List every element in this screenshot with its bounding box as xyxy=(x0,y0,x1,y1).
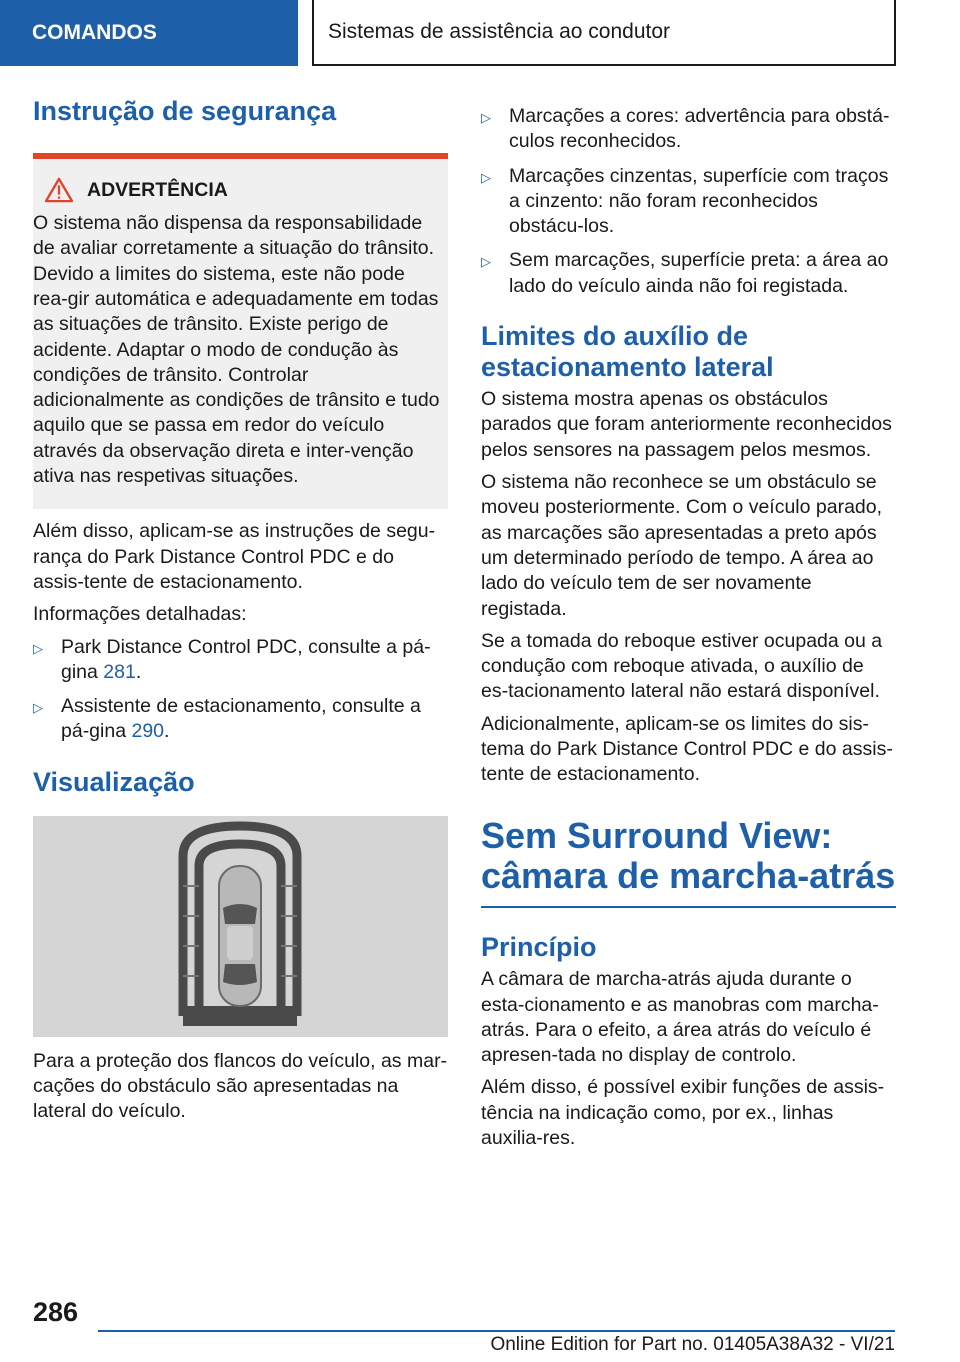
left-column xyxy=(33,96,448,1125)
paragraph: O sistema não reconhece se um obstáculo se moveu posteriormente. Com o veículo parado, as marcações são apresentadas a preto após um determinado período de tempo. A área ao lado do veículo tem de ser novamente registada. xyxy=(481,471,883,620)
list-item-suffix: . xyxy=(135,660,142,683)
triangle-bullet-icon: ▷ xyxy=(33,700,43,716)
list-item-text: Sem marcações, superfície preta: a área ao lado do veículo ainda não foi registada. xyxy=(509,249,889,297)
limits-heading: Limites do auxílio de estacionamento lateral xyxy=(481,321,774,383)
warning-header xyxy=(33,177,448,203)
paragraph: A câmara de marcha-atrás ajuda durante o esta-cionamento e as manobras com marcha-atrás. Para o efeito, a área atrás do veículo é apresen-tada no display de controlo. xyxy=(481,968,879,1067)
footer-rule xyxy=(98,1330,895,1332)
display-heading: Visualização xyxy=(33,766,195,797)
principle-heading: Princípio xyxy=(481,932,597,963)
list-item xyxy=(481,164,896,240)
paragraph: Além disso, aplicam-se as instruções de segu-rança do Park Distance Control PDC e do assis-tente de estacionamento. xyxy=(33,520,436,593)
triangle-bullet-icon: ▷ xyxy=(481,110,491,125)
warning-box xyxy=(33,153,448,509)
triangle-bullet-icon: ▷ xyxy=(33,640,43,656)
paragraph: Além disso, é possível exibir funções de assis-tência na indicação como, por ex., linhas auxilia-res. xyxy=(481,1076,885,1150)
list-item-text: Marcações a cores: advertência para obstá-culos reconhecidos. xyxy=(509,105,890,153)
warning-text: O sistema não dispensa da responsabilidade de avaliar corretamente a situação do trânsito. Devido a limites do sistema, este não pode rea-gir automática e adequadamente em todas as situações de trânsito. Existe perigo de acidente. Adaptar o modo de condução às condições de trânsito. Controlar adicionalmente as condições de trânsito e tudo aquilo que se passa em redor do veículo através da observação direta e inter-venção ativa nas respetivas situações. xyxy=(33,212,440,488)
triangle-bullet-icon: ▷ xyxy=(481,254,491,270)
page-number: 286 xyxy=(33,1297,79,1327)
chapter-heading: Sem Surround View: câmara de marcha-atrás xyxy=(481,814,896,896)
list-item xyxy=(33,635,448,686)
list-item xyxy=(481,248,896,299)
list-item xyxy=(33,694,448,745)
right-column xyxy=(481,104,896,1151)
list-item-text: Park Distance Control PDC, consulte a pá-gina xyxy=(61,635,431,683)
parking-display-figure xyxy=(33,816,448,1037)
chapter-title: Sistemas de assistência ao condutor xyxy=(312,0,896,66)
paragraph: O sistema mostra apenas os obstáculos parados que foram anteriormente reconhecidos pelos sensores na passagem pelos mesmos. xyxy=(481,388,892,461)
paragraph: Adicionalmente, aplicam-se os limites do sis-tema do Park Distance Control PDC e do assis-tente de estacionamento. xyxy=(481,712,893,786)
warning-triangle-icon xyxy=(43,177,75,203)
paragraph: Informações detalhadas: xyxy=(33,603,247,626)
car-top-view-icon xyxy=(33,816,448,1037)
page-link[interactable]: 281 xyxy=(103,660,136,683)
edition-note: Online Edition for Part no. 01405A38A32 - VI/21 xyxy=(490,1334,895,1355)
warning-title: ADVERTÊNCIA xyxy=(87,178,228,201)
list-item-text: Marcações cinzentas, superfície com traços a cinzento: não foram reconhecidos obstácu-los. xyxy=(509,164,889,238)
triangle-bullet-icon: ▷ xyxy=(481,169,491,185)
heading-rule xyxy=(481,906,896,908)
safety-heading: Instrução de segurança xyxy=(33,96,337,126)
list-item-suffix: . xyxy=(164,720,170,743)
figure-caption: Para a proteção dos flancos do veículo, as mar-cações do obstáculo são apresentadas na lateral do veículo. xyxy=(33,1049,448,1123)
paragraph: Se a tomada do reboque estiver ocupada ou a condução com reboque ativada, o auxílio de es-tacionamento lateral não estará disponível. xyxy=(481,629,883,703)
list-item-text: Assistente de estacionamento, consulte a pá-gina xyxy=(61,695,421,743)
list-item xyxy=(481,104,896,155)
page-link[interactable]: 290 xyxy=(131,720,165,743)
section-tab: COMANDOS xyxy=(0,0,298,66)
